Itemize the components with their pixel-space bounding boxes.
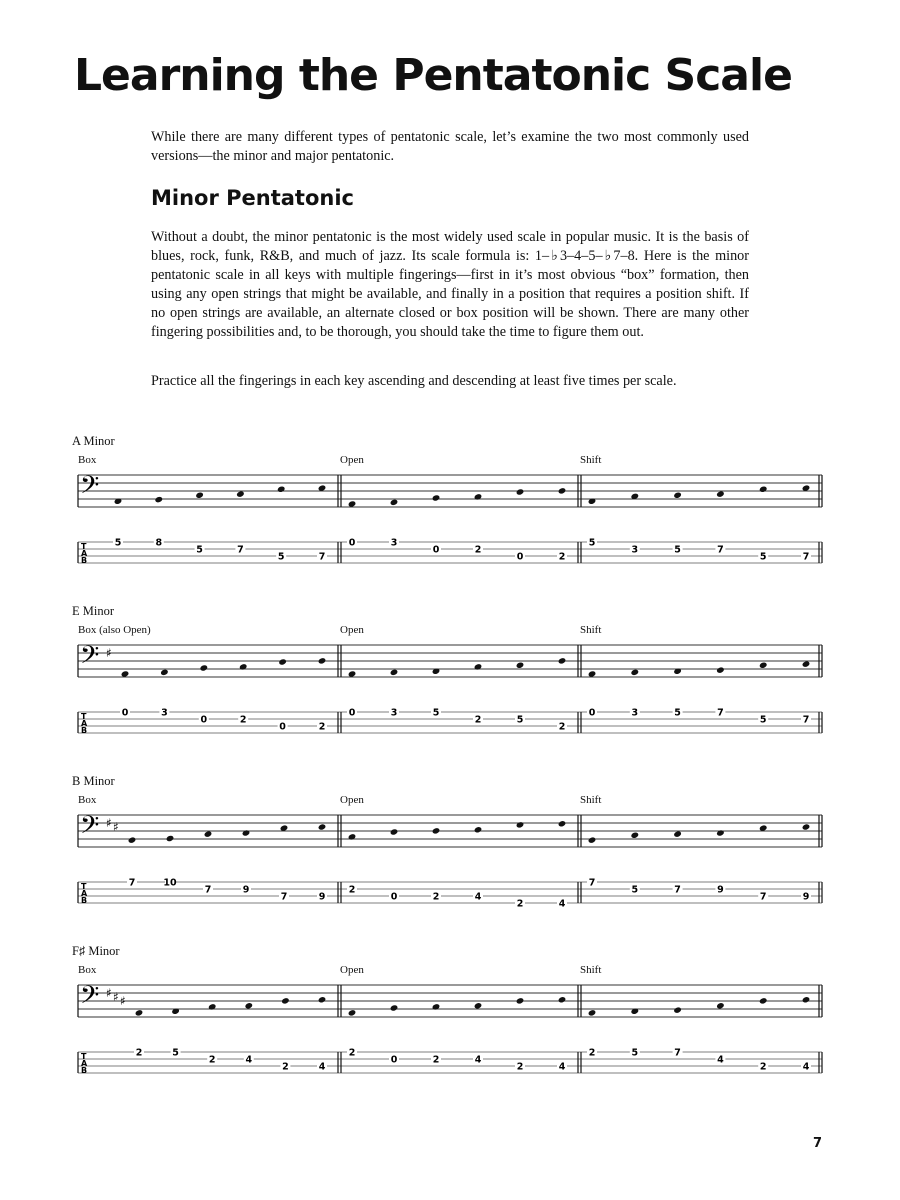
note-head <box>516 821 525 828</box>
notation-svg <box>0 940 900 1100</box>
tab-letter: B <box>81 726 88 735</box>
note-head <box>348 1009 357 1016</box>
note-head <box>802 996 811 1003</box>
tab-fret-number: 2 <box>516 898 524 910</box>
tab-fret-number: 7 <box>674 1047 681 1059</box>
tab-letter: A <box>81 889 88 898</box>
tab-fret-number: 5 <box>588 537 596 549</box>
note-head <box>802 823 811 830</box>
note-head <box>432 827 441 834</box>
tab-fret-number: 7 <box>204 884 212 896</box>
bass-clef-icon: 𝄢 <box>80 811 100 846</box>
example-3 <box>0 770 900 930</box>
note-head <box>631 832 640 839</box>
note-head <box>474 826 483 833</box>
tab-fret-number: 2 <box>282 1061 289 1073</box>
note-head <box>277 486 286 493</box>
tab-fret-number: 4 <box>802 1061 810 1073</box>
note-head <box>631 669 640 676</box>
tab-fret-number: 2 <box>759 1061 767 1073</box>
tab-fret-number: 0 <box>390 1054 398 1066</box>
tab-fret-number: 7 <box>759 891 767 903</box>
note-head <box>673 830 682 837</box>
tab-fret-number: 5 <box>277 551 285 563</box>
tab-fret-number: 5 <box>674 707 681 719</box>
measure-position-label: Open <box>340 964 364 976</box>
tab-fret-number: 0 <box>200 714 208 726</box>
tab-letter: T <box>81 542 87 551</box>
measure-position-label: Shift <box>580 964 602 976</box>
key-sharp-icon: ♯ <box>106 986 112 1000</box>
tab-fret-number: 7 <box>237 544 244 556</box>
tab-fret-number: 5 <box>196 544 203 556</box>
tab-letter: T <box>81 712 87 721</box>
note-head <box>716 829 725 836</box>
tab-fret-number: 5 <box>432 707 440 719</box>
tab-fret-number: 10 <box>163 877 177 889</box>
tab-fret-number: 2 <box>474 714 482 726</box>
tab-fret-number: 2 <box>208 1054 216 1066</box>
note-head <box>236 490 245 497</box>
tab-fret-number: 5 <box>759 714 767 726</box>
example-key-label: F♯ Minor <box>72 944 120 958</box>
note-head <box>160 669 169 676</box>
measure-position-label: Shift <box>580 454 602 466</box>
note-head <box>558 657 567 664</box>
measure-position-label: Box <box>78 794 97 806</box>
tab-fret-number: 0 <box>390 891 398 903</box>
example-2 <box>0 600 900 760</box>
tab-fret-number: 8 <box>155 537 163 549</box>
tab-fret-number: 0 <box>516 551 524 563</box>
note-head <box>200 664 209 671</box>
tab-fret-number: 3 <box>390 707 398 719</box>
note-head <box>802 660 811 667</box>
tab-letter: T <box>81 882 87 891</box>
bass-clef-icon: 𝄢 <box>80 471 100 506</box>
note-head <box>166 835 175 842</box>
note-head <box>390 1004 399 1011</box>
tab-fret-number: 9 <box>242 884 250 896</box>
tab-fret-number: 5 <box>631 1047 639 1059</box>
note-head <box>516 488 525 495</box>
tab-fret-number: 4 <box>474 1054 482 1066</box>
tab-fret-number: 5 <box>631 884 639 896</box>
tab-letter: B <box>81 556 88 565</box>
note-head <box>759 662 768 669</box>
bass-clef-icon: 𝄢 <box>80 981 100 1016</box>
key-sharp-icon: ♯ <box>120 994 126 1008</box>
page-number: 7 <box>812 1136 822 1151</box>
note-head <box>759 486 768 493</box>
tab-letter: B <box>81 1066 88 1075</box>
measure-position-label: Shift <box>580 794 602 806</box>
tab-fret-number: 5 <box>516 714 524 726</box>
intro-paragraph: While there are many different types of pentatonic scale, let’s examine the two most commonly used versions—the minor and major pentatonic. <box>151 129 749 164</box>
measure-position-label: Box (also Open) <box>78 624 151 636</box>
note-head <box>558 820 567 827</box>
practice-paragraph: Practice all the fingerings in each key ascending and descending at least five times per scale. <box>151 373 677 389</box>
tab-fret-number: 0 <box>121 707 129 719</box>
note-head <box>588 836 597 843</box>
tab-letter: A <box>81 719 88 728</box>
measure-position-label: Box <box>78 964 97 976</box>
tab-fret-number: 7 <box>717 544 724 556</box>
key-sharp-icon: ♯ <box>106 816 112 830</box>
note-head <box>716 666 725 673</box>
note-head <box>281 997 290 1004</box>
tab-fret-number: 2 <box>432 891 440 903</box>
note-head <box>128 836 137 843</box>
note-head <box>390 828 399 835</box>
note-head <box>716 1002 725 1009</box>
tab-fret-number: 5 <box>674 544 681 556</box>
example-4 <box>0 940 900 1100</box>
tab-fret-number: 2 <box>239 714 247 726</box>
tab-letter: A <box>81 549 88 558</box>
measure-position-label: Open <box>340 454 364 466</box>
section-heading: Minor Pentatonic <box>151 186 354 210</box>
tab-letter: A <box>81 1059 88 1068</box>
note-head <box>716 490 725 497</box>
tab-fret-number: 3 <box>631 707 639 719</box>
tab-fret-number: 7 <box>802 714 810 726</box>
tab-fret-number: 4 <box>474 891 482 903</box>
tab-fret-number: 2 <box>474 544 482 556</box>
tab-fret-number: 9 <box>318 891 326 903</box>
tab-fret-number: 7 <box>588 877 596 889</box>
tab-fret-number: 4 <box>245 1054 253 1066</box>
tab-fret-number: 4 <box>717 1054 724 1066</box>
tab-letter: T <box>81 1052 87 1061</box>
note-head <box>318 657 327 664</box>
tab-fret-number: 9 <box>717 884 724 896</box>
example-1 <box>0 430 900 590</box>
note-head <box>759 997 768 1004</box>
measure-position-label: Open <box>340 624 364 636</box>
note-head <box>588 1009 597 1016</box>
key-sharp-icon: ♯ <box>113 820 119 834</box>
example-key-label: A Minor <box>72 434 115 448</box>
example-key-label: B Minor <box>72 774 115 788</box>
tab-fret-number: 0 <box>588 707 596 719</box>
note-head <box>516 997 525 1004</box>
note-head <box>558 487 567 494</box>
tab-fret-number: 7 <box>802 551 810 563</box>
tab-fret-number: 2 <box>318 721 326 733</box>
tab-fret-number: 7 <box>318 551 326 563</box>
tab-fret-number: 2 <box>558 721 566 733</box>
note-head <box>390 499 399 506</box>
tab-fret-number: 2 <box>588 1047 596 1059</box>
note-head <box>242 829 251 836</box>
tab-fret-number: 4 <box>558 898 566 910</box>
tab-fret-number: 3 <box>390 537 398 549</box>
tab-fret-number: 7 <box>674 884 681 896</box>
example-key-label: E Minor <box>72 604 115 618</box>
tab-fret-number: 0 <box>348 537 356 549</box>
tab-fret-number: 5 <box>759 551 767 563</box>
tab-fret-number: 0 <box>279 721 286 733</box>
note-head <box>318 823 327 830</box>
note-head <box>278 658 287 665</box>
tab-fret-number: 2 <box>516 1061 524 1073</box>
measure-position-label: Open <box>340 794 364 806</box>
tab-fret-number: 3 <box>161 707 168 719</box>
note-head <box>673 492 682 499</box>
tab-fret-number: 9 <box>802 891 810 903</box>
key-sharp-icon: ♯ <box>106 646 112 660</box>
body-paragraph: Without a doubt, the minor pentatonic is the most widely used scale in popular music. It is the basis of blues, rock, funk, R&B, and much of jazz. Its scale formula is: 1–♭3–4–5–♭7–8. Here is the minor pentatonic scale in all keys with multiple fingerings—first in it’s most obvious “box” formation, then using any open strings that might be available, and finally in a position that requires a position shift. If no open strings are available, an alternate closed or box position will be shown. There are many other fingering possibilities and, to be thorough, you should take the time to figure them out. <box>151 229 749 340</box>
note-head <box>558 996 567 1003</box>
note-head <box>516 662 525 669</box>
tab-fret-number: 2 <box>135 1047 143 1059</box>
notation-svg <box>0 430 900 590</box>
tab-fret-number: 2 <box>348 884 356 896</box>
tab-fret-number: 4 <box>558 1061 566 1073</box>
tab-fret-number: 0 <box>348 707 356 719</box>
tab-fret-number: 7 <box>280 891 288 903</box>
tab-fret-number: 5 <box>114 537 122 549</box>
tab-fret-number: 2 <box>558 551 566 563</box>
tab-fret-number: 0 <box>432 544 440 556</box>
note-head <box>474 1002 483 1009</box>
note-head <box>195 492 204 499</box>
note-head <box>245 1002 254 1009</box>
note-head <box>155 496 164 503</box>
note-head <box>432 494 441 501</box>
bass-clef-icon: 𝄢 <box>80 641 100 676</box>
tab-fret-number: 7 <box>128 877 136 889</box>
note-head <box>673 1006 682 1013</box>
key-sharp-icon: ♯ <box>113 990 119 1004</box>
tab-fret-number: 2 <box>348 1047 356 1059</box>
tab-fret-number: 3 <box>631 544 639 556</box>
tab-letter: B <box>81 896 88 905</box>
page-title: Learning the Pentatonic Scale <box>74 50 792 101</box>
note-head <box>318 996 327 1003</box>
measure-position-label: Shift <box>580 624 602 636</box>
notation-svg <box>0 770 900 930</box>
tab-fret-number: 5 <box>172 1047 179 1059</box>
note-head <box>135 1009 144 1016</box>
tab-fret-number: 4 <box>318 1061 326 1073</box>
tab-fret-number: 7 <box>717 707 724 719</box>
measure-position-label: Box <box>78 454 97 466</box>
tab-fret-number: 2 <box>432 1054 440 1066</box>
note-head <box>204 830 213 837</box>
note-head <box>390 669 399 676</box>
